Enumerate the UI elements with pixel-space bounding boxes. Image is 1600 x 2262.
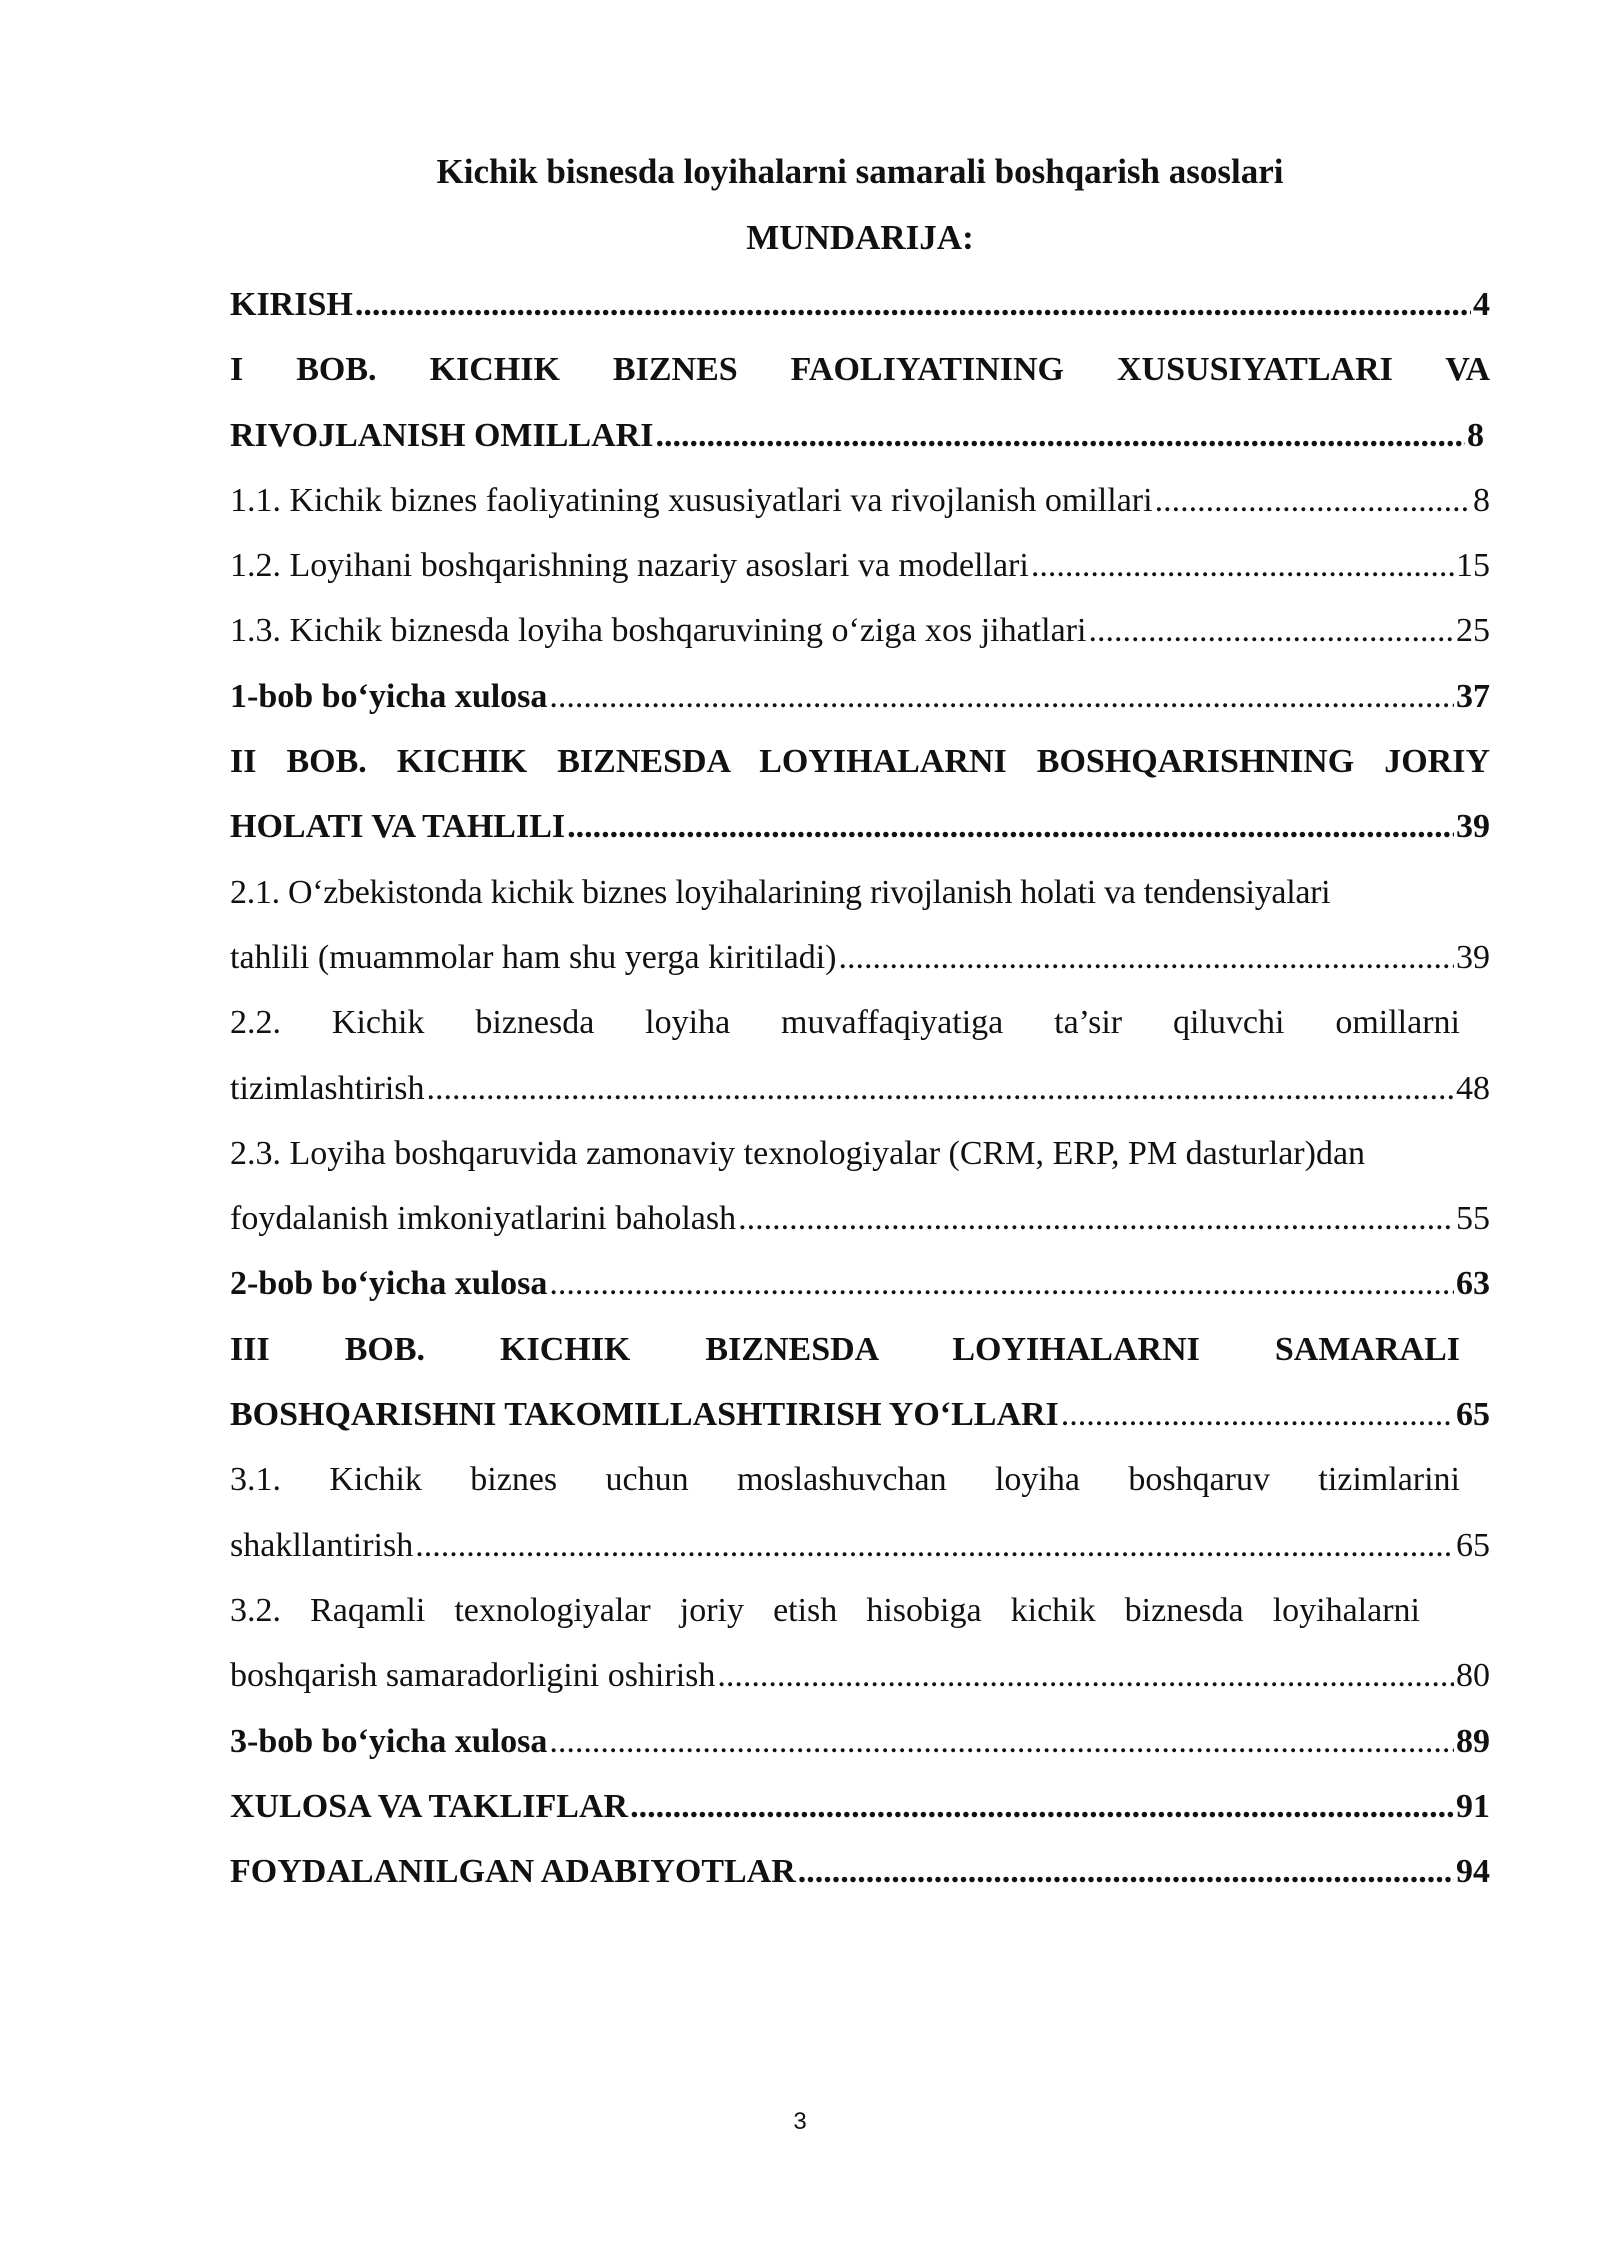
toc-section-1-2	[230, 533, 1490, 598]
toc-leader-dots	[549, 1709, 1454, 1774]
toc-section-2-3	[230, 1186, 1490, 1251]
toc-entry-title: BOSHQARISHNI TAKOMILLASHTIRISH YO‘LLARI	[230, 1396, 1059, 1434]
toc-leader-dots	[1061, 1382, 1454, 1447]
toc-entry-title: tizimlashtirish	[230, 1069, 425, 1107]
toc-chapter-1-heading: I BOB. KICHIK BIZNES FAOLIYATINING XUSUSIYATLARI VA	[230, 351, 1490, 389]
toc-entry-title: RIVOJLANISH OMILLARI	[230, 416, 654, 454]
toc-entry-conclusion	[230, 1774, 1490, 1839]
toc-chapter-3-summary	[230, 1709, 1490, 1774]
toc-entry-page: 80	[1456, 1657, 1490, 1695]
toc-entry-title: 1-bob bo‘yicha xulosa	[230, 677, 548, 715]
toc-leader-dots	[427, 1056, 1454, 1121]
toc-section-2-2	[230, 1056, 1490, 1121]
toc-leader-dots	[567, 794, 1454, 859]
toc-entry-title: foydalanish imkoniyatlarini baholash	[230, 1200, 737, 1238]
toc-entry-page: 91	[1456, 1787, 1490, 1825]
toc-leader-dots	[839, 925, 1454, 990]
toc-entry-page: 15	[1456, 547, 1490, 585]
toc-section-2-1-line1: 2.1. O‘zbekistonda kichik biznes loyihalarining rivojlanish holati va tendensiyalari	[230, 873, 1331, 911]
toc-section-1-3	[230, 598, 1490, 663]
toc-entry-title: 3-bob bo‘yicha xulosa	[230, 1722, 548, 1760]
toc-section-3-1-line1: 3.1. Kichik biznes uchun moslashuvchan loyiha boshqaruv tizimlarini	[230, 1461, 1460, 1499]
toc-leader-dots	[798, 1839, 1454, 1904]
toc-section-2-1	[230, 925, 1490, 990]
toc-section-2-2-line1: 2.2. Kichik biznesda loyiha muvaffaqiyatiga ta’sir qiluvchi omillarni	[230, 1004, 1460, 1042]
toc-chapter-2-heading: II BOB. KICHIK BIZNESDA LOYIHALARNI BOSHQARISHNING JORIY	[230, 743, 1490, 781]
toc-leader-dots	[717, 1643, 1454, 1708]
toc-entry-page: 65	[1456, 1526, 1490, 1564]
toc-entry-title: XULOSA VA TAKLIFLAR	[230, 1787, 629, 1825]
toc-chapter-1-summary	[230, 664, 1490, 729]
toc-chapter-3-heading: III BOB. KICHIK BIZNESDA LOYIHALARNI SAMARALI	[230, 1330, 1460, 1368]
toc-entry-title: boshqarish samaradorligini oshirish	[230, 1657, 716, 1695]
toc-entry-page: 8	[1467, 416, 1484, 454]
toc-entry-title: tahlili (muammolar ham shu yerga kiritiladi)	[230, 938, 837, 976]
toc-entry-kirish	[230, 272, 1490, 337]
toc-heading: MUNDARIJA:	[746, 218, 974, 257]
toc-chapter-1	[230, 403, 1490, 468]
toc-chapter-2	[230, 794, 1490, 859]
toc-section-3-2	[230, 1643, 1490, 1708]
table-of-contents	[230, 272, 1490, 1904]
toc-entry-page: 63	[1456, 1265, 1490, 1303]
toc-entry-page: 39	[1456, 938, 1490, 976]
toc-leader-dots	[655, 403, 1465, 468]
toc-entry-title: 1.3. Kichik biznesda loyiha boshqaruvining o‘ziga xos jihatlari	[230, 612, 1087, 650]
toc-leader-dots	[549, 664, 1454, 729]
toc-entry-title: HOLATI VA TAHLILI	[230, 808, 566, 846]
toc-leader-dots	[1031, 533, 1454, 598]
toc-entry-page: 65	[1456, 1396, 1490, 1434]
toc-entry-page: 55	[1456, 1200, 1490, 1238]
toc-section-3-1	[230, 1513, 1490, 1578]
toc-leader-dots	[1088, 598, 1454, 663]
toc-entry-page: 94	[1456, 1853, 1490, 1891]
toc-entry-references	[230, 1839, 1490, 1904]
toc-leader-dots	[355, 272, 1471, 337]
toc-leader-dots	[549, 1251, 1454, 1316]
toc-entry-page: 4	[1473, 286, 1490, 323]
toc-section-1-1	[230, 468, 1490, 533]
toc-chapter-3	[230, 1382, 1490, 1447]
toc-chapter-2-summary	[230, 1251, 1490, 1316]
toc-entry-title: shakllantirish	[230, 1526, 414, 1564]
document-title: Kichik bisnesda loyihalarni samarali boshqarish asoslari	[436, 152, 1284, 191]
toc-entry-title: 2-bob bo‘yicha xulosa	[230, 1265, 548, 1303]
toc-entry-page: 8	[1473, 481, 1490, 519]
page-number: 3	[793, 2108, 807, 2135]
toc-entry-title: FOYDALANILGAN ADABIYOTLAR	[230, 1853, 796, 1891]
toc-leader-dots	[1155, 468, 1471, 533]
toc-entry-page: 39	[1456, 808, 1490, 846]
toc-leader-dots	[630, 1774, 1454, 1839]
toc-entry-page: 89	[1456, 1722, 1490, 1760]
toc-entry-page: 48	[1456, 1069, 1490, 1107]
toc-section-2-3-line1: 2.3. Loyiha boshqaruvida zamonaviy texnologiyalar (CRM, ERP, PM dasturlar)dan	[230, 1134, 1366, 1172]
toc-section-3-2-line1: 3.2. Raqamli texnologiyalar joriy etish hisobiga kichik biznesda loyihalarni	[230, 1591, 1420, 1629]
toc-entry-page: 37	[1456, 677, 1490, 715]
toc-leader-dots	[415, 1513, 1454, 1578]
toc-entry-title: 1.2. Loyihani boshqarishning nazariy asoslari va modellari	[230, 547, 1029, 585]
toc-entry-page: 25	[1456, 612, 1490, 650]
toc-entry-title: 1.1. Kichik biznes faoliyatining xususiyatlari va rivojlanish omillari	[230, 481, 1153, 519]
toc-leader-dots	[738, 1186, 1454, 1251]
toc-entry-title: KIRISH	[230, 286, 353, 323]
